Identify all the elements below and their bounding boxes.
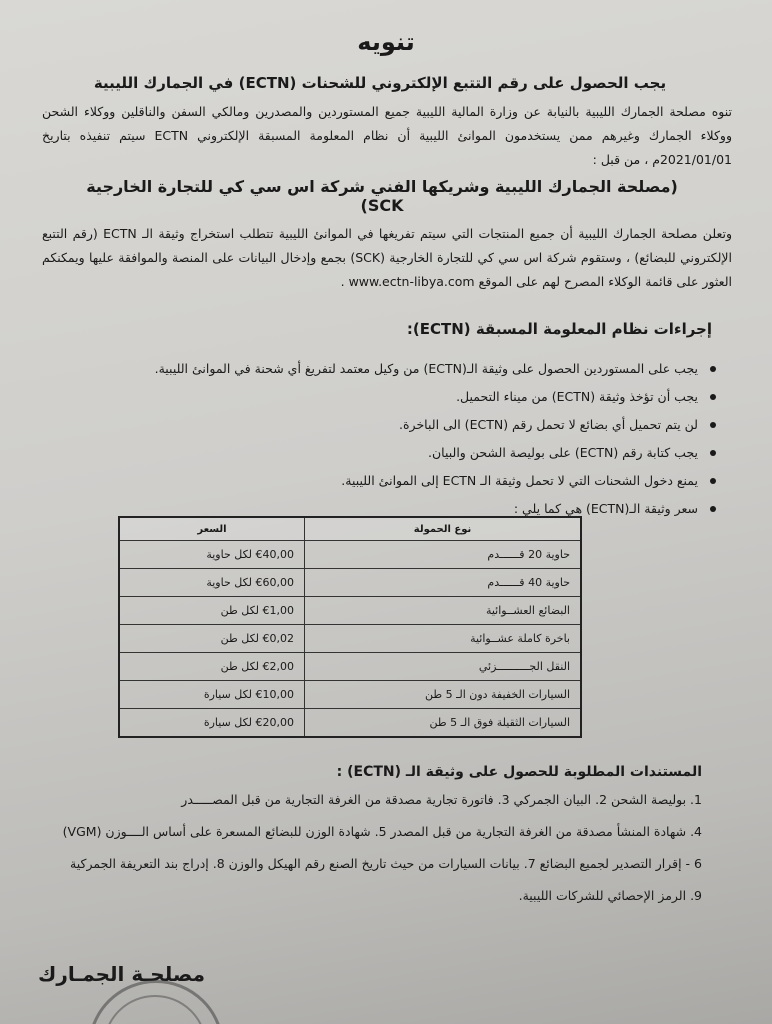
- procedure-item: لن يتم تحميل أي بضائع لا تحمل رقم (ECTN) الى الباخرة.: [60, 411, 720, 439]
- table-header-row: [119, 517, 581, 541]
- procedure-item: يجب على المستوردين الحصول على وثيقة الـ(ECTN) من وكيل معتمد لتفريغ أي شحنة في الموانئ الليبية.: [60, 355, 720, 383]
- cargo-type-cell: حاوية 20 قــــــدم: [305, 541, 581, 569]
- table-row: [119, 624, 581, 652]
- cargo-type-cell: السيارات الثقيلة فوق الـ 5 طن: [305, 708, 581, 737]
- procedure-item: يجب أن تؤخذ وثيقة (ECTN) من ميناء التحميل.: [60, 383, 720, 411]
- price-table: [118, 516, 582, 738]
- price-cell: €10,00 لكل سيارة: [119, 680, 305, 708]
- table-row: [119, 708, 581, 737]
- procedure-item: يجب كتابة رقم (ECTN) على بوليصة الشحن والبيان.: [60, 439, 720, 467]
- table-row: [119, 680, 581, 708]
- document-item: 1. بوليصة الشحن 2. البيان الجمركي 3. فاتورة تجارية مصدقة من الغرفة التجارية من قبل المصـــــدر: [181, 792, 702, 807]
- document-item: 9. الرمز الإحصائي للشركات الليبية.: [518, 888, 702, 903]
- table-row: [119, 596, 581, 624]
- price-cell: €60,00 لكل حاوية: [119, 568, 305, 596]
- header-cargo-type: نوع الحمولة: [305, 517, 581, 541]
- documents-heading: المستندات المطلوبة للحصول على وثيقة الـ (ECTN) :: [336, 764, 702, 780]
- cargo-type-cell: حاوية 40 قــــــدم: [305, 568, 581, 596]
- procedure-item: يمنع دخول الشحنات التي لا تحمل وثيقة الـ ECTN إلى الموانئ الليبية.: [60, 467, 720, 495]
- header-price: السعر: [119, 517, 305, 541]
- cargo-type-cell: باخرة كاملة عشــوائية: [305, 624, 581, 652]
- agency-heading: (مصلحة الجمارك الليبية وشريكها الفني شركة اس سي كي للتجارة الخارجية SCK): [86, 177, 678, 215]
- cargo-type-cell: السيارات الخفيفة دون الـ 5 طن: [305, 680, 581, 708]
- price-cell: €0,02 لكل طن: [119, 624, 305, 652]
- seal-inner-ring: [103, 995, 207, 1024]
- price-cell: €1,00 لكل طن: [119, 596, 305, 624]
- announcement-paragraph: وتعلن مصلحة الجمارك الليبية أن جميع المنتجات التي سيتم تفريغها في الموانئ الليبية تتطلب استخراج وثيقة الـ ECTN (رقم التتبع الإلكتروني للبضائع) ، وستقوم شركة اس سي كي للتجارة الخارجية (SCK) بجمع وإدخال البيانات على المنصة والموافقة عليها ويمكنكم العثور على قائمة الوكلاء المصرح لهم على الموقع www.ectn-libya.com .: [42, 226, 732, 289]
- table-row: [119, 541, 581, 569]
- cargo-type-cell: النقل الجــــــــــزئي: [305, 652, 581, 680]
- price-cell: €20,00 لكل سيارة: [119, 708, 305, 737]
- documents-list: [42, 784, 702, 912]
- price-cell: €2,00 لكل طن: [119, 652, 305, 680]
- official-seal-stamp: [88, 980, 224, 1024]
- signature-text: مصلحـة الجمـارك: [38, 962, 205, 986]
- price-cell: €40,00 لكل حاوية: [119, 541, 305, 569]
- table-row: [119, 652, 581, 680]
- table-row: [119, 568, 581, 596]
- procedures-heading: إجراءات نظام المعلومة المسبقة (ECTN):: [406, 320, 712, 338]
- intro-paragraph: تنوه مصلحة الجمارك الليبية بالنيابة عن وزارة المالية الليبية جميع المستوردين والمصدرين ومالكي السفن والناقلين ووكلاء الشحن ووكلاء الجمارك وغيرهم ممن يستخدمون الموانئ الليبية أن نظام المعلومة المسبقة الإلكتروني ECTN سيتم تنفيذه بتاريخ 2021/01/01م ، من قبل :: [42, 104, 732, 167]
- document-title: تنويه: [357, 28, 415, 56]
- procedures-list: [60, 355, 720, 523]
- cargo-type-cell: البضائع العشــوائية: [305, 596, 581, 624]
- procedure-item: سعر وثيقة الـ(ECTN) هي كما يلي :: [60, 495, 720, 523]
- document-subtitle: يجب الحصول على رقم التتبع الإلكتروني للشحنات (ECTN) في الجمارك الليبية: [93, 74, 667, 92]
- document-item: 4. شهادة المنشأ مصدقة من الغرفة التجارية من قبل المصدر 5. شهادة الوزن للبضائع المسعرة على أساس الــــوزن (VGM): [62, 824, 702, 839]
- document-item: 6 - إقرار التصدير لجميع البضائع 7. بيانات السيارات من حيث تاريخ الصنع رقم الهيكل والوزن 8. إدراج بند التعريفة الجمركية: [70, 856, 702, 871]
